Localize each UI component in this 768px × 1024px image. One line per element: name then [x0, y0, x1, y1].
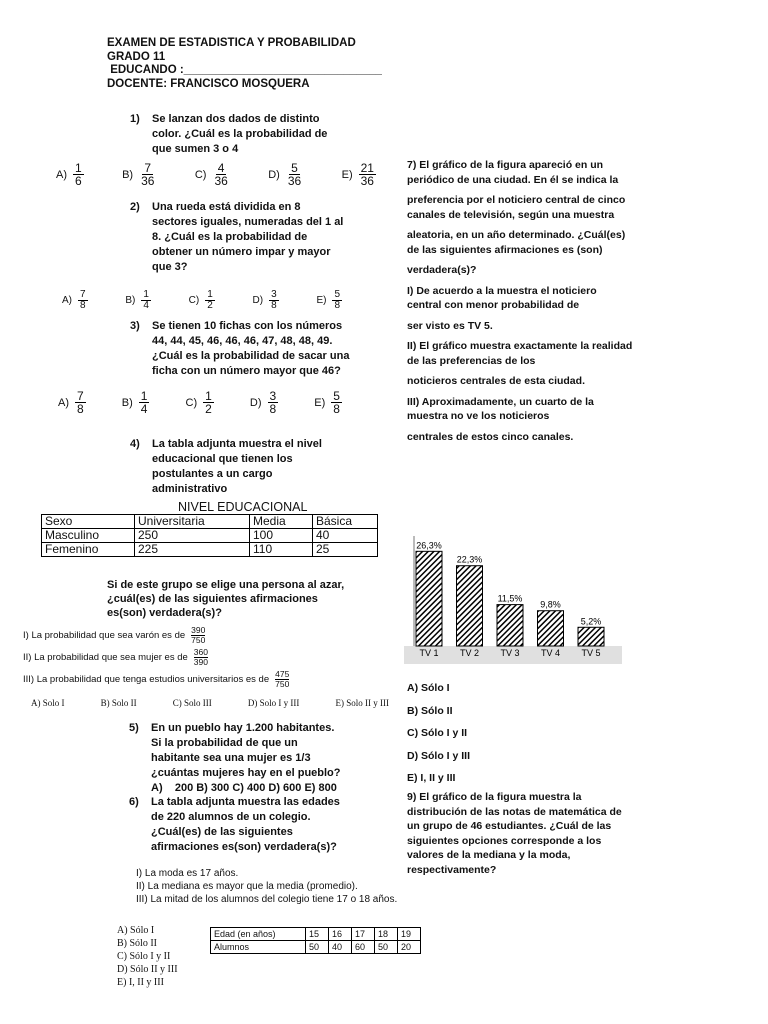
ages-table: [210, 927, 421, 954]
table-cell: 50: [306, 941, 329, 954]
question-text: 8. ¿Cuál es la probabilidad de: [152, 231, 308, 243]
q7-line: periódico de una ciudad. En él se indica la: [407, 173, 619, 186]
table-row: [211, 928, 421, 941]
answer-option: C) Sólo I y II: [117, 951, 171, 962]
question-text: habitante sea una mujer es 1/3: [151, 752, 311, 764]
question-text: En un pueblo hay 1.200 habitantes.: [151, 722, 335, 734]
option-d: D) $\frac{3}{8}$: [252, 289, 277, 311]
q7-line: verdadera(s)?: [407, 264, 477, 276]
question-text: postulantes a un cargo: [152, 468, 273, 480]
question-text: afirmaciones es(son) verdadera(s)?: [151, 841, 337, 853]
table-cell: Universitaria: [135, 515, 250, 529]
question-text: Se lanzan dos dados de distinto: [152, 113, 320, 125]
question-4-statements: [23, 624, 289, 690]
question-text: color. ¿Cuál es la probabilidad de: [152, 128, 328, 140]
education-table: [41, 514, 378, 557]
option-d: D) $\frac{3}{8}$: [249, 389, 277, 416]
question-text: ¿cuántas mujeres hay en el pueblo?: [151, 767, 341, 779]
question-text: A) 200 B) 300 C) 400 D) 600 E) 800: [151, 782, 337, 794]
statement-2: II) La probabilidad que sea mujer es de 360 390: [23, 646, 208, 667]
table-cell: Media: [250, 515, 313, 529]
table-cell: 25: [313, 543, 378, 557]
table-cell: Femenino: [42, 543, 135, 557]
table-row: [42, 543, 378, 557]
question-3-options: [58, 390, 342, 415]
statement: III) La mitad de los alumnos del colegio tiene 17 o 18 años.: [136, 894, 398, 905]
question-1-options: [56, 162, 376, 187]
category-label: TV 4: [540, 648, 561, 658]
table-cell: 250: [135, 529, 250, 543]
question-text: La tabla adjunta muestra las edades: [151, 796, 340, 808]
question-text: obtener un número impar y mayor: [152, 246, 331, 258]
student-line: EDUCANDO :_______________________________: [107, 64, 382, 76]
q9-line: distribución de las notas de matemática de: [407, 805, 622, 818]
question-1: [130, 112, 328, 157]
bar-value-label: 5,2%: [580, 616, 602, 627]
question-text: Una rueda está dividida en 8: [152, 201, 301, 213]
table-cell: Alumnos: [211, 941, 306, 954]
q7-line: II) El gráfico muestra exactamente la realidad: [407, 340, 633, 352]
answer-option: E) I, II y III: [407, 772, 456, 784]
question-7-answers: [407, 677, 470, 790]
q7-line: noticieros centrales de esta ciudad.: [407, 375, 585, 387]
question-4-answers: [31, 698, 389, 708]
question-4-prompt: [107, 578, 344, 620]
teacher-line: DOCENTE: FRANCISCO MOSQUERA: [107, 77, 310, 90]
question-number: 4): [130, 438, 140, 450]
category-label: TV 5: [581, 648, 601, 658]
option-a: A) $\frac{1}{6}$: [56, 161, 82, 188]
option-e: E) $\frac{5}{8}$: [316, 289, 340, 311]
bar-tv-2: [457, 566, 483, 646]
table-cell: 110: [250, 543, 313, 557]
tv-preference-chart: [404, 518, 622, 668]
table-header-row: [42, 515, 378, 529]
question-text: educacional que tienen los: [152, 453, 293, 465]
q9-line: respectivamente?: [407, 863, 497, 876]
bar-value-label: 9,8%: [540, 599, 561, 610]
q7-line: III) Aproximadamente, un cuarto de la: [407, 395, 594, 408]
table-cell: 40: [313, 529, 378, 543]
q9-line: un grupo de 46 estudiantes. ¿Cuál de las: [407, 820, 612, 832]
question-6-statements: [136, 867, 397, 906]
prompt-line: es(son) verdadera(s)?: [107, 607, 222, 619]
q9-line: 9) El gráfico de la figura muestra la: [407, 791, 582, 803]
category-label: TV 2: [459, 648, 480, 658]
question-text: que sumen 3 o 4: [152, 143, 239, 155]
statement-3: III) La probabilidad que tenga estudios universitarios es de 475 750: [23, 668, 290, 689]
q9-line: siguientes opciones corresponde a los: [407, 834, 602, 847]
option-b: B) $\frac{7}{36}$: [122, 161, 155, 188]
question-3: [130, 319, 350, 379]
table-cell: 40: [329, 941, 352, 954]
answer-option: D) Solo I y III: [247, 698, 300, 708]
prompt-line: ¿cuál(es) de las siguientes afirmaciones: [107, 593, 318, 605]
table-cell: 16: [329, 928, 352, 941]
question-2-options: [62, 290, 342, 311]
prompt-line: Si de este grupo se elige una persona al azar,: [107, 579, 345, 591]
q7-line: preferencia por el noticiero central de cinco: [407, 194, 626, 206]
answer-option: D) Sólo II y III: [117, 964, 178, 975]
answer-option: B) Solo II: [100, 698, 137, 708]
answer-option: A) Sólo I: [117, 925, 155, 936]
table-cell: 19: [398, 928, 421, 941]
answer-option: A) Solo I: [31, 698, 65, 708]
answer-option: C) Sólo I y II: [407, 727, 468, 739]
question-text: ¿Cuál es la probabilidad de sacar una: [152, 350, 350, 362]
answer-option: D) Sólo I y III: [407, 749, 471, 762]
question-9: [407, 790, 667, 877]
q7-line: central con menor probabilidad de: [407, 299, 580, 311]
question-4: [130, 437, 322, 497]
q7-line: de las siguientes afirmaciones es (son): [407, 243, 603, 256]
option-c: C) $\frac{1}{2}$: [188, 289, 213, 311]
question-text: ficha con un número mayor que 46?: [152, 365, 341, 377]
question-6: [129, 795, 340, 855]
question-7: [407, 158, 657, 444]
table-cell: 15: [306, 928, 329, 941]
table-cell: 20: [398, 941, 421, 954]
q7-line: 7) El gráfico de la figura apareció en un: [407, 159, 604, 171]
answer-option: B) Sólo II: [117, 938, 157, 949]
table-cell: 60: [352, 941, 375, 954]
option-e: E) $\frac{5}{8}$: [314, 389, 340, 416]
table-cell: Sexo: [42, 515, 135, 529]
answer-option: E) Solo II y III: [335, 698, 389, 708]
question-6-answers: [117, 924, 178, 989]
q7-line: ser visto es TV 5.: [407, 319, 493, 332]
q7-line: canales de televisión, según una muestra: [407, 208, 615, 221]
q7-line: I) De acuerdo a la muestra el noticiero: [407, 284, 597, 297]
question-text: La tabla adjunta muestra el nivel: [152, 438, 322, 450]
bar-value-label: 22,3%: [456, 554, 483, 565]
exam-grade: GRADO 11: [107, 50, 166, 63]
bar-value-label: 26,3%: [416, 540, 442, 551]
question-text: que 3?: [152, 261, 188, 273]
table-cell: 50: [375, 941, 398, 954]
option-e: E) $\frac{21}{36}$: [341, 161, 374, 188]
exam-title: EXAMEN DE ESTADISTICA Y PROBABILIDAD: [107, 37, 356, 49]
answer-option: E) I, II y III: [117, 977, 164, 988]
table-row: [211, 941, 421, 954]
bar-tv-4: [538, 611, 564, 646]
table-cell: 17: [352, 928, 375, 941]
table-cell: Básica: [313, 515, 378, 529]
q9-line: valores de la mediana y la moda,: [407, 849, 571, 861]
question-number: 2): [130, 201, 140, 213]
bar-tv-1: [416, 551, 442, 646]
category-label: TV 3: [500, 648, 520, 658]
option-b: B) $\frac{1}{4}$: [125, 289, 149, 311]
q7-line: de las preferencias de los: [407, 354, 536, 367]
statement: II) La mediana es mayor que la media (promedio).: [136, 881, 358, 892]
option-b: B) $\frac{1}{4}$: [121, 389, 148, 416]
question-number: 1): [130, 113, 140, 125]
question-2: [130, 200, 344, 275]
answer-option: B) Sólo II: [407, 704, 453, 717]
option-c: C) $\frac{4}{36}$: [194, 161, 228, 188]
option-d: D) $\frac{5}{36}$: [268, 161, 302, 188]
table-cell: 100: [250, 529, 313, 543]
q7-line: muestra no ve los noticieros: [407, 410, 550, 422]
bar-tv-5: [578, 627, 604, 646]
question-text: Si la probabilidad de que un: [151, 737, 298, 749]
table-cell: 18: [375, 928, 398, 941]
question-text: Se tienen 10 fichas con los números: [152, 320, 343, 332]
question-text: 44, 44, 45, 46, 46, 46, 47, 48, 48, 49.: [152, 335, 333, 347]
table-row: [42, 529, 378, 543]
q7-line: aleatoria, en un año determinado. ¿Cuál(es): [407, 229, 626, 241]
question-text: sectores iguales, numeradas del 1 al: [152, 216, 344, 228]
table-cell: Edad (en años): [211, 928, 306, 941]
answer-option: C) Solo III: [172, 698, 212, 708]
table-cell: 225: [135, 543, 250, 557]
option-a: A) $\frac{7}{8}$: [62, 289, 86, 311]
statement-1: I) La probabilidad que sea varón es de 390 750: [23, 624, 206, 645]
table-cell: Masculino: [42, 529, 135, 543]
question-text: administrativo: [152, 483, 228, 495]
bar-tv-3: [497, 605, 523, 646]
bar-value-label: 11,5%: [497, 593, 523, 604]
question-text: de 220 alumnos de un colegio.: [151, 811, 311, 823]
answer-option: A) Sólo I: [407, 682, 450, 694]
question-number: 6): [129, 796, 139, 808]
question-text: ¿Cuál(es) de las siguientes: [151, 826, 293, 838]
table-title: NIVEL EDUCACIONAL: [178, 500, 308, 514]
option-c: C) $\frac{1}{2}$: [185, 389, 212, 416]
option-a: A) $\frac{7}{8}$: [58, 389, 84, 416]
question-number: 5): [129, 722, 139, 734]
statement: I) La moda es 17 años.: [136, 868, 239, 879]
q7-line: centrales de estos cinco canales.: [407, 430, 574, 443]
question-5: [129, 721, 341, 796]
category-label: TV 1: [419, 648, 439, 658]
exam-header: [107, 37, 382, 91]
question-number: 3): [130, 320, 140, 332]
